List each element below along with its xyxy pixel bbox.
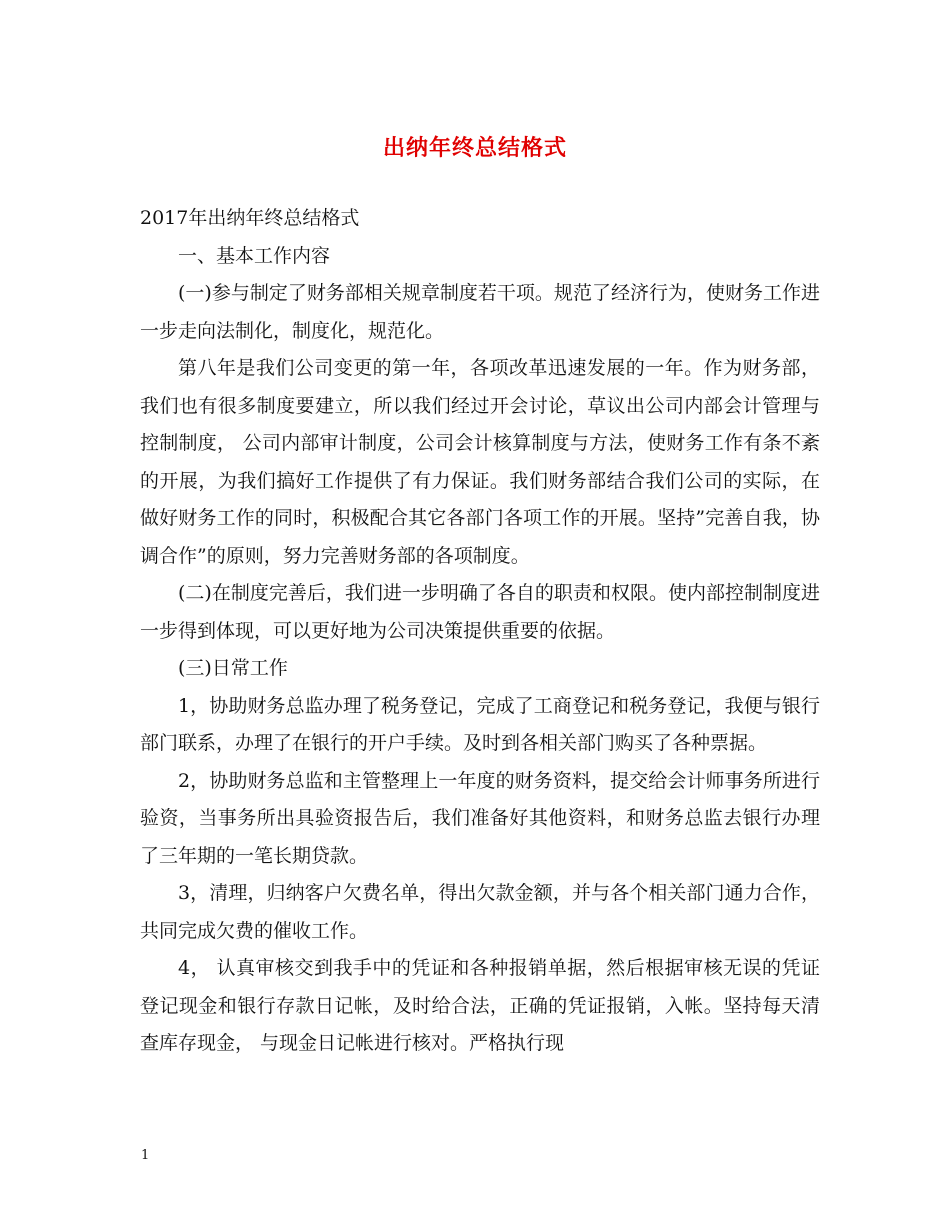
paragraph-daily-3: 3，清理，归纳客户欠费名单，得出欠款金额，并与各个相关部门通力合作，共同完成欠费的催收工作。 (140, 882, 820, 942)
paragraph-item-2: (二)在制度完善后，我们进一步明确了各自的职责和权限。使内部控制制度进一步得到体现，可以更好地为公司决策提供重要的依据。 (140, 582, 820, 642)
page-number: 1 (141, 1148, 150, 1163)
paragraph-daily-4: 4， 认真审核交到我手中的凭证和各种报销单据，然后根据审核无误的凭证登记现金和银行存款日记帐，及时给合法，正确的凭证报销，入帐。坚持每天清查库存现金， 与现金日记帐进行核对。严格执行现 (140, 957, 820, 1054)
paragraph-daily-1: 1，协助财务总监办理了税务登记，完成了工商登记和税务登记，我便与银行部门联系，办理了在银行的开户手续。及时到各相关部门购买了各种票据。 (140, 694, 820, 754)
paragraph-item-3-heading: (三)日常工作 (178, 657, 288, 679)
paragraph-item-1-detail: 第八年是我们公司变更的第一年，各项改革迅速发展的一年。作为财务部，我们也有很多制度要建立，所以我们经过开会讨论，草议出公司内部会计管理与控制制度， 公司内部审计制度，公司会计核算制度与方法，使财务工作有条不紊的开展，为我们搞好工作提供了有力保证。我们财务部结合我们公司的实际，在做好财务工作的同时，积极配合其它各部门各项工作的开展。坚持”完善自我，协调合作”的原则，努力完善财务部的各项制度。 (140, 357, 820, 567)
paragraph-item-1: (一)参与制定了财务部相关规章制度若干项。规范了经济行为，使财务工作进一步走向法制化，制度化，规范化。 (140, 282, 820, 342)
document-title: 出纳年终总结格式 (382, 135, 567, 161)
paragraph-heading-year: 2017年出纳年终总结格式 (140, 207, 360, 229)
paragraph-section-heading: 一、基本工作内容 (178, 244, 331, 267)
paragraph-daily-2: 2，协助财务总监和主管整理上一年度的财务资料，提交给会计师事务所进行验资，当事务所出具验资报告后，我们准备好其他资料，和财务总监去银行办理了三年期的一笔长期贷款。 (140, 769, 820, 867)
document-body (140, 200, 820, 1063)
